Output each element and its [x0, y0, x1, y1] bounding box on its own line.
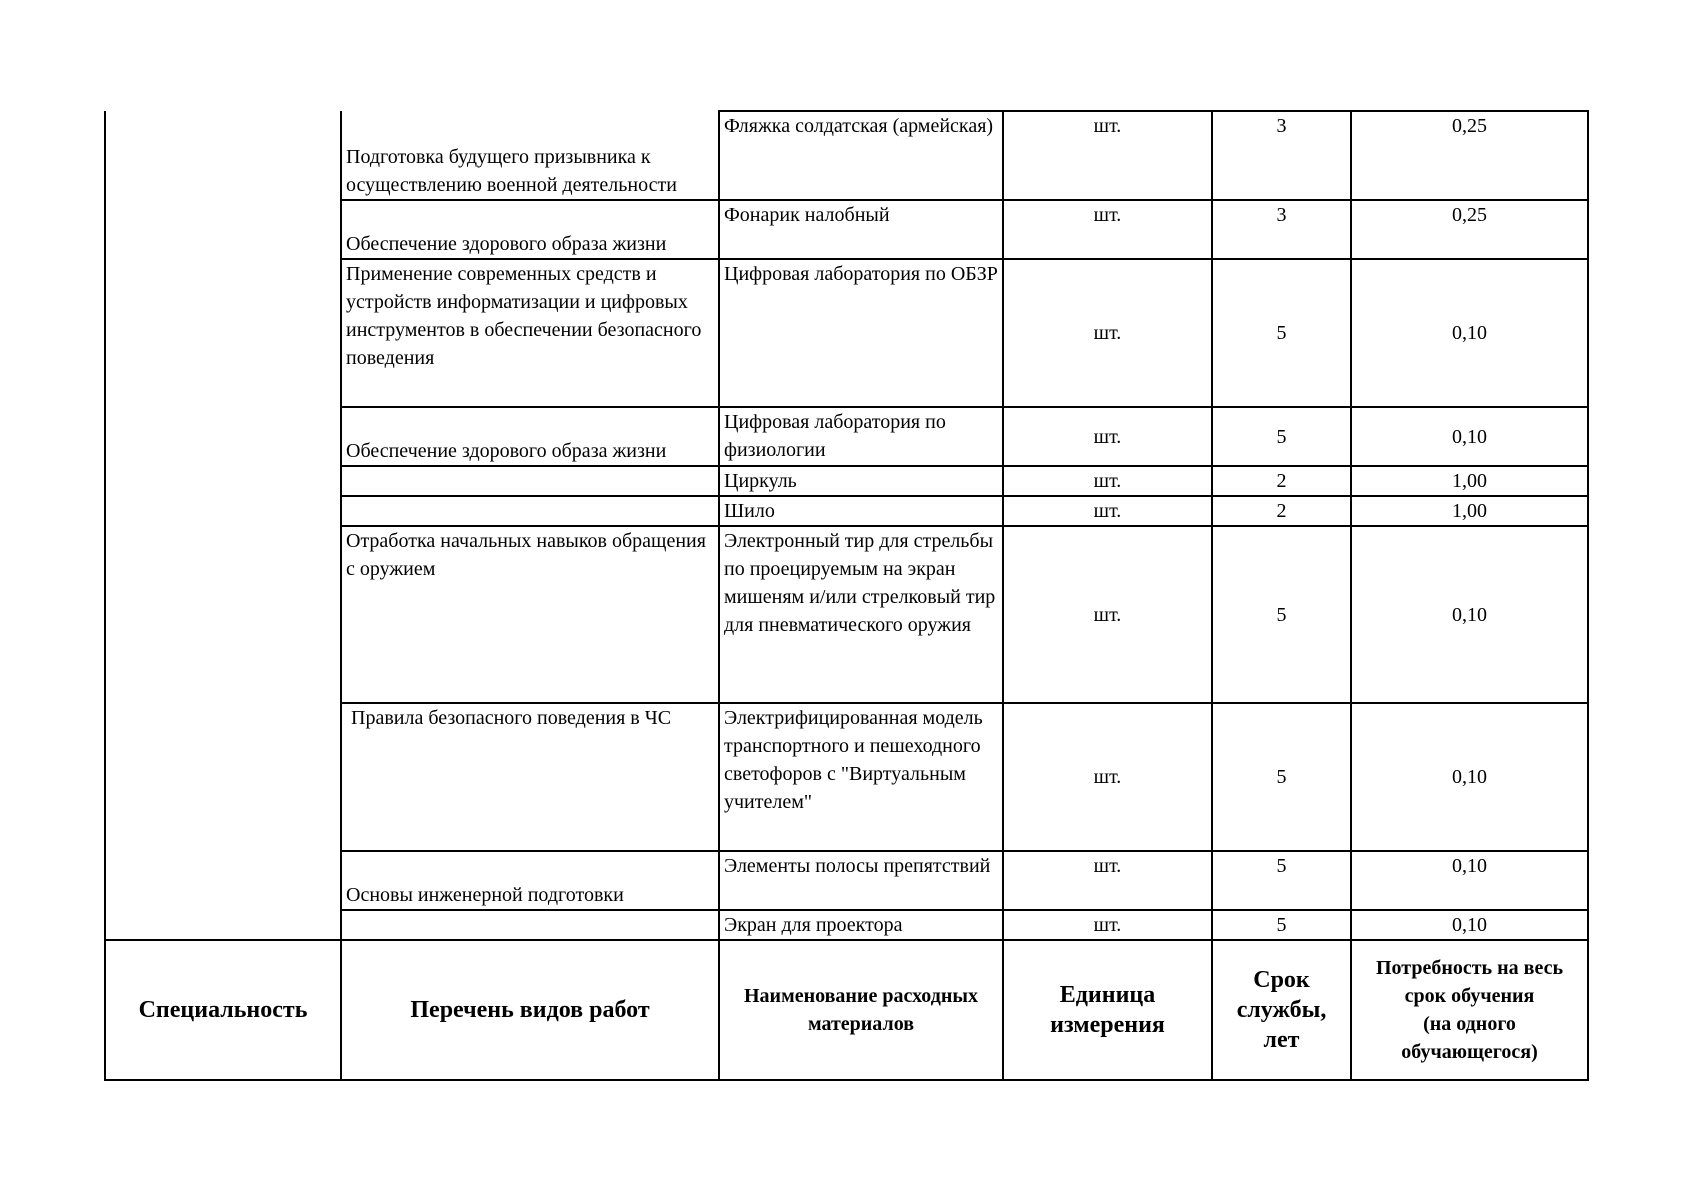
work-cell: Отработка начальных навыков обращения с оружием: [341, 526, 719, 703]
header-work-list: Перечень видов работ: [341, 940, 719, 1080]
work-cell: Обеспечение здорового образа жизни: [341, 200, 719, 259]
work-cell: [341, 466, 719, 496]
unit-cell: шт.: [1003, 851, 1212, 910]
header-materials: Наименование расходных материалов: [719, 940, 1003, 1080]
unit-cell: шт.: [1003, 111, 1212, 200]
life-cell: 2: [1212, 466, 1351, 496]
material-cell: Цифровая лаборатория по физиологии: [719, 407, 1003, 466]
header-need: Потребность на весь срок обучения (на одного обучающегося): [1351, 940, 1588, 1080]
header-life: Срок службы, лет: [1212, 940, 1351, 1080]
material-cell: Фонарик налобный: [719, 200, 1003, 259]
material-cell: Цифровая лаборатория по ОБЗР: [719, 259, 1003, 407]
life-cell: 5: [1212, 526, 1351, 703]
material-cell: Шило: [719, 496, 1003, 526]
need-cell: 0,10: [1351, 910, 1588, 940]
life-cell: 3: [1212, 200, 1351, 259]
unit-cell: шт.: [1003, 407, 1212, 466]
life-cell: 5: [1212, 407, 1351, 466]
unit-cell: шт.: [1003, 259, 1212, 407]
material-cell: Электрифицированная модель транспортного и пешеходного светофоров с "Виртуальным учителем": [719, 703, 1003, 851]
material-cell: Фляжка солдатская (армейская): [719, 111, 1003, 200]
need-cell: 1,00: [1351, 466, 1588, 496]
life-cell: 2: [1212, 496, 1351, 526]
unit-cell: шт.: [1003, 703, 1212, 851]
work-cell: Подготовка будущего призывника к осуществлению военной деятельности: [341, 111, 719, 200]
header-unit: Единица измерения: [1003, 940, 1212, 1080]
unit-cell: шт.: [1003, 910, 1212, 940]
material-cell: Экран для проектора: [719, 910, 1003, 940]
work-cell: [341, 496, 719, 526]
life-cell: 5: [1212, 851, 1351, 910]
unit-cell: шт.: [1003, 466, 1212, 496]
life-cell: 5: [1212, 703, 1351, 851]
material-cell: Электронный тир для стрельбы по проецируемым на экран мишеням и/или стрелковый тир для пневматического оружия: [719, 526, 1003, 703]
life-cell: 5: [1212, 910, 1351, 940]
specialty-cell: [105, 111, 341, 940]
need-cell: 0,25: [1351, 111, 1588, 200]
work-cell: Правила безопасного поведения в ЧС: [341, 703, 719, 851]
unit-cell: шт.: [1003, 526, 1212, 703]
need-cell: 1,00: [1351, 496, 1588, 526]
materials-table: [104, 110, 1589, 1081]
need-cell: 0,10: [1351, 851, 1588, 910]
header-specialty: Специальность: [105, 940, 341, 1080]
material-cell: Элементы полосы препятствий: [719, 851, 1003, 910]
work-cell: Применение современных средств и устройств информатизации и цифровых инструментов в обеспечении безопасного поведения: [341, 259, 719, 407]
life-cell: 3: [1212, 111, 1351, 200]
need-cell: 0,10: [1351, 259, 1588, 407]
need-cell: 0,25: [1351, 200, 1588, 259]
life-cell: 5: [1212, 259, 1351, 407]
work-cell: Основы инженерной подготовки: [341, 851, 719, 910]
unit-cell: шт.: [1003, 200, 1212, 259]
table-row: [105, 111, 1588, 200]
work-cell: [341, 910, 719, 940]
need-cell: 0,10: [1351, 407, 1588, 466]
need-cell: 0,10: [1351, 526, 1588, 703]
need-cell: 0,10: [1351, 703, 1588, 851]
work-cell: Обеспечение здорового образа жизни: [341, 407, 719, 466]
unit-cell: шт.: [1003, 496, 1212, 526]
table-header-row: [105, 940, 1588, 1080]
material-cell: Циркуль: [719, 466, 1003, 496]
